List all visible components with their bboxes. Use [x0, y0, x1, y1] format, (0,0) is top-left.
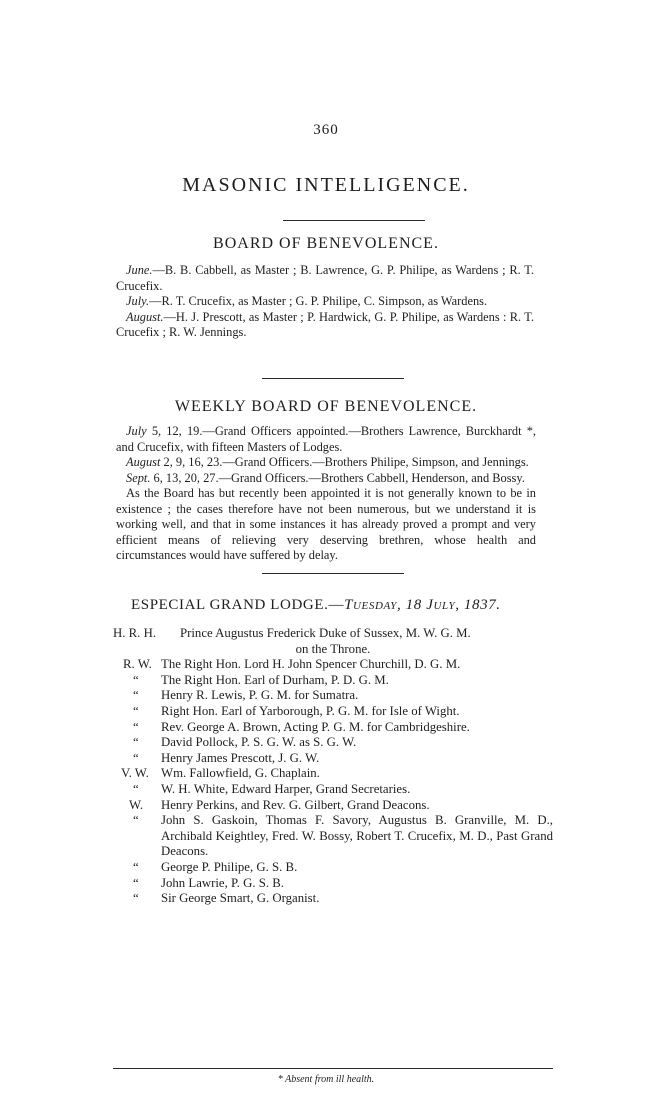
weekly-entry-august: August 2, 9, 16, 23.—Grand Officers.—Brothers Philipe, Simpson, and Jennings.	[126, 455, 529, 469]
list-item: “ John S. Gaskoin, Thomas F. Savory, Augustus B. Granville, M. D., Archibald Keightley, Fred. W. Bossy, Robert T. Crucefix, M. D., Past Grand Deacons.	[133, 813, 553, 859]
page-number: 360	[313, 122, 339, 138]
divider	[283, 220, 425, 221]
weekly-entry-sept: Sept. 6, 13, 20, 27.—Grand Officers.—Brothers Cabbell, Henderson, and Bossy.	[126, 470, 525, 485]
list-item: “ The Right Hon. Earl of Durham, P. D. G. M.	[133, 672, 389, 687]
list-item: W. Henry Perkins, and Rev. G. Gilbert, Grand Deacons.	[129, 797, 430, 812]
list-item: V. W. Wm. Fallowfield, G. Chaplain.	[121, 766, 320, 781]
list-item: “ George P. Philipe, G. S. B.	[133, 859, 298, 874]
board-heading: BOARD OF BENEVOLENCE.	[213, 235, 439, 252]
list-item: “ W. H. White, Edward Harper, Grand Secretaries.	[133, 781, 411, 796]
list-item: “ David Pollock, P. S. G. W. as S. G. W.	[133, 735, 357, 750]
list-item: “ Sir George Smart, G. Organist.	[133, 891, 320, 906]
list-item: “ Right Hon. Earl of Yarborough, P. G. M. for Isle of Wight.	[133, 703, 460, 718]
divider	[262, 573, 404, 574]
weekly-note: As the Board has but recently been appointed it is not generally known to be in existence ; the cases therefore have not been numerous, but we understand it is working well, and that in some instances it has already proved a prompt and very efficient means of relieving very deserving brethren, whose health and circumstances would have suffered by delay.	[116, 486, 536, 562]
presiding-cont: on the Throne.	[295, 641, 371, 656]
divider	[262, 378, 404, 379]
weekly-heading: WEEKLY BOARD OF BENEVOLENCE.	[174, 398, 478, 415]
list-item: “ John Lawrie, P. G. S. B.	[133, 875, 284, 890]
list-item: “ Henry James Prescott, J. G. W.	[133, 750, 320, 765]
footnote-rule	[113, 1068, 553, 1069]
page-title: MASONIC INTELLIGENCE.	[182, 174, 470, 196]
especial-heading: ESPECIAL GRAND LODGE.—Tuesday, 18 July, 1837.	[131, 597, 501, 613]
especial-list	[113, 626, 553, 907]
board-entry-august: August.—H. J. Prescott, as Master ; P. Hardwick, G. P. Philipe, as Wardens : R. T. Crucefix ; R. W. Jennings.	[116, 309, 534, 339]
presiding-row: H. R. H. Prince Augustus Frederick Duke of Sussex, M. W. G. M.	[113, 626, 471, 640]
footnote: * Absent from ill health.	[277, 1074, 375, 1085]
board-entry-june: June.—B. B. Cabbell, as Master ; B. Lawrence, G. P. Philipe, as Wardens ; R. T. Crucefix.	[116, 263, 534, 293]
list-item: “ Henry R. Lewis, P. G. M. for Sumatra.	[133, 688, 359, 703]
weekly-entry-july: July 5, 12, 19.—Grand Officers appointed.—Brothers Lawrence, Burckhardt *, and Crucefix, with fifteen Masters of Lodges.	[116, 424, 536, 454]
board-entries	[116, 263, 534, 341]
weekly-entries	[116, 424, 536, 564]
board-entry-july: July.—R. T. Crucefix, as Master ; G. P. Philipe, C. Simpson, as Wardens.	[126, 294, 488, 308]
list-item: R. W. The Right Hon. Lord H. John Spencer Churchill, D. G. M.	[123, 657, 461, 672]
list-item: “ Rev. George A. Brown, Acting P. G. M. for Cambridgeshire.	[133, 719, 470, 734]
